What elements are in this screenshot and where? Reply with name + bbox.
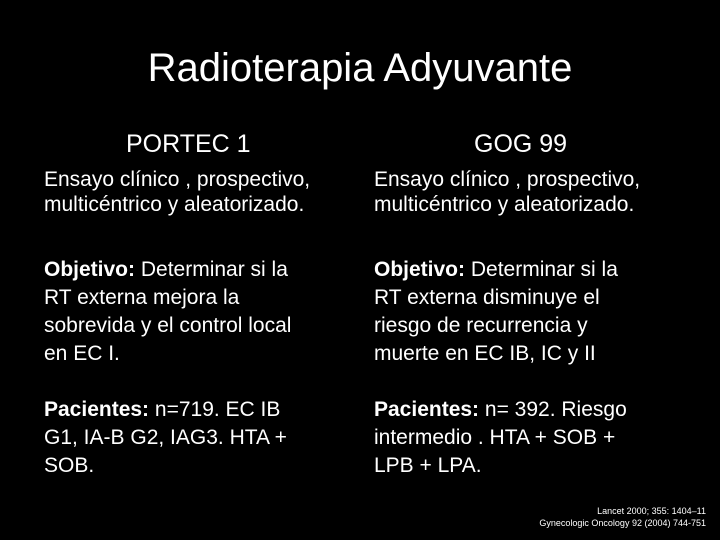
gog-patients	[374, 396, 704, 480]
gog-objective-label: Objetivo:	[374, 258, 466, 281]
portec-patients	[44, 396, 366, 480]
reference-lancet: Lancet 2000; 355: 1404–11	[597, 506, 706, 516]
gog-objective-text: Determinar si la RT externa disminuye el riesgo de recurrencia y muerte en EC IB, IC y II	[374, 258, 618, 365]
portec-objective-text: Determinar si la RT externa mejora la sobrevida y el control local en EC I.	[44, 258, 292, 365]
column-heading-portec: PORTEC 1	[126, 130, 251, 158]
gog-design-text: Ensayo clínico , prospectivo, multicéntrico y aleatorizado.	[374, 168, 641, 216]
portec-patients-label: Pacientes:	[44, 398, 150, 421]
portec-patients-text: n=719. EC IB G1, IA-B G2, IAG3. HTA + SOB.	[44, 398, 287, 477]
portec-objective-label: Objetivo:	[44, 258, 136, 281]
slide-title: Radioterapia Adyuvante	[147, 46, 573, 90]
gog-objective	[374, 256, 704, 368]
portec-design-text: Ensayo clínico , prospectivo, multicéntrico y aleatorizado.	[44, 168, 311, 216]
gog-patients-text: n= 392. Riesgo intermedio . HTA + SOB + LPB + LPA.	[374, 398, 627, 477]
references	[539, 505, 706, 529]
reference-gynecologic-oncology: Gynecologic Oncology 92 (2004) 744-751	[539, 518, 706, 528]
gog-patients-label: Pacientes:	[374, 398, 480, 421]
column-heading-gog: GOG 99	[474, 130, 568, 158]
portec-objective	[44, 256, 366, 368]
